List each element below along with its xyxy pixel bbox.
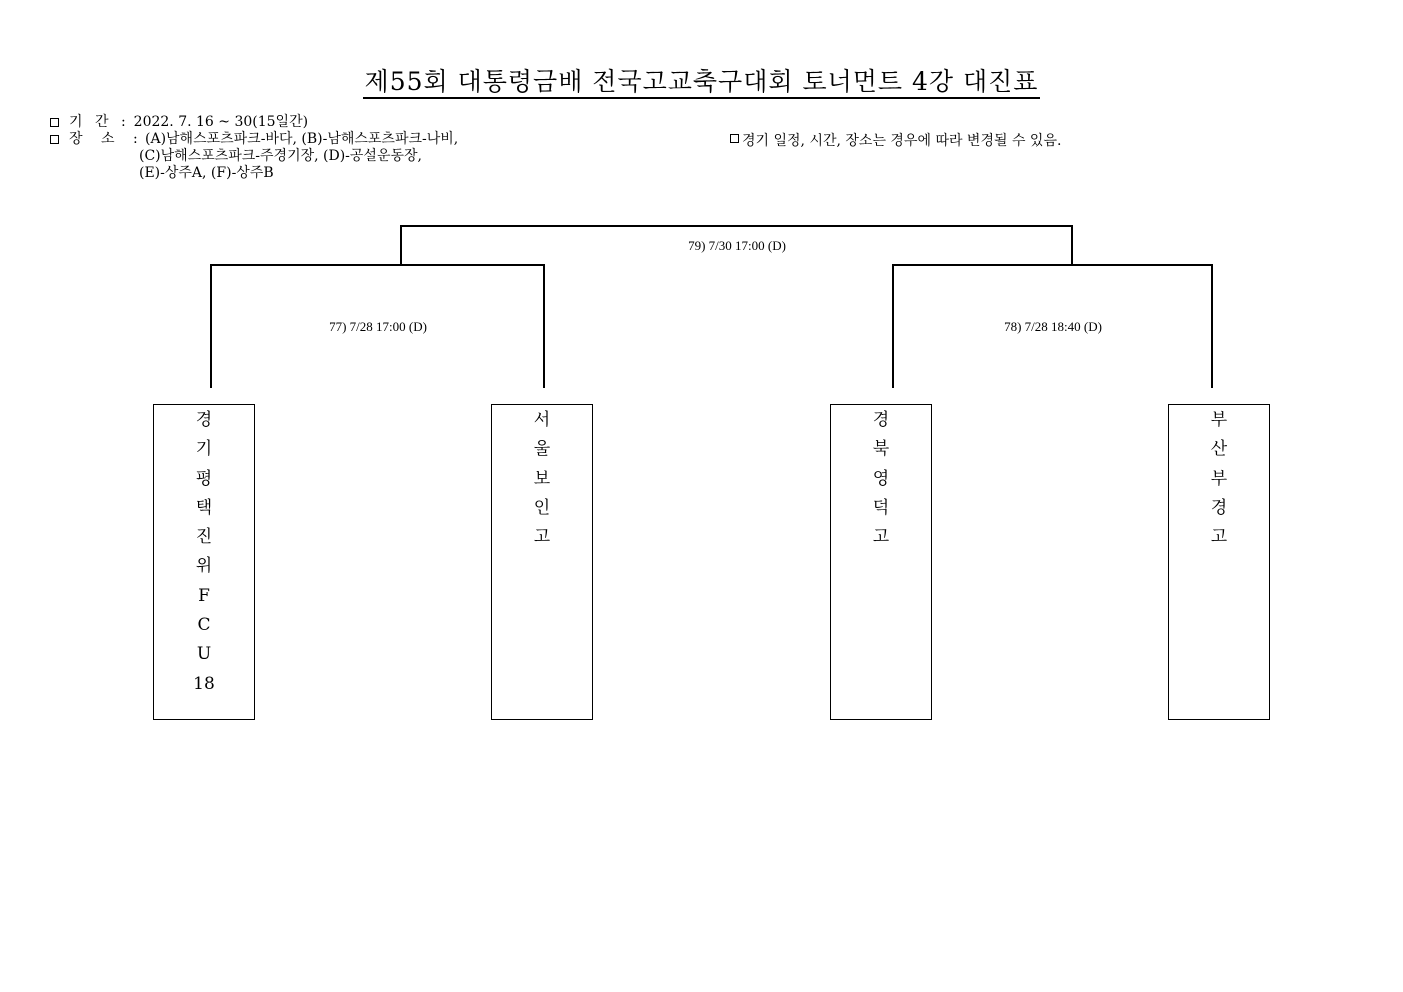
match-semi-left: 77) 7/28 17:00 (D): [329, 319, 427, 334]
team-char: 고: [533, 527, 551, 548]
team-char: 위: [195, 556, 213, 577]
semi-right-bar: [892, 264, 1213, 266]
venue-row: [48, 131, 458, 182]
team-char: 부: [1210, 468, 1228, 489]
semi-right-stem-2: [1211, 264, 1213, 388]
final-left-stem: [400, 225, 402, 265]
semi-right-stem-1: [892, 264, 894, 388]
checkbox-bullet-icon: [50, 118, 59, 127]
notice-text: 경기 일정, 시간, 장소는 경우에 따라 변경될 수 있음.: [742, 133, 1062, 149]
team-char: 진: [195, 527, 213, 548]
team-char: 경: [1210, 497, 1228, 518]
venue-line: (A)남해스포츠파크-바다, (B)-남해스포츠파크-나비,: [145, 131, 459, 147]
match-semi-right: 78) 7/28 18:40 (D): [1004, 319, 1102, 334]
team-char: F: [198, 585, 210, 606]
team-char: 평: [195, 468, 213, 489]
team-char: 경: [872, 410, 890, 430]
match-final: 79) 7/30 17:00 (D): [688, 238, 786, 253]
team-box: [1168, 404, 1270, 720]
semi-left-stem-1: [210, 264, 212, 388]
venue-line: (E)-상주A, (F)-상주B: [139, 165, 274, 181]
semi-left-bar: [210, 264, 545, 266]
team-char: 서: [533, 410, 551, 430]
team-char: 기: [195, 439, 213, 460]
checkbox-bullet-icon: [50, 135, 59, 144]
team-char: C: [197, 615, 211, 636]
team-box: [491, 404, 593, 720]
venue-list: [139, 131, 459, 182]
notice: [730, 130, 1061, 150]
team-char: 택: [195, 497, 213, 518]
team-char: 울: [533, 439, 551, 460]
team-char: 고: [1210, 527, 1228, 548]
venue-label: 장 소 :: [69, 131, 145, 147]
team-box: [830, 404, 932, 720]
venue-line: (C)남해스포츠파크-주경기장, (D)-공설운동장,: [139, 148, 422, 164]
page-title: 제55회 대통령금배 전국고교축구대회 토너먼트 4강 대진표: [0, 62, 1403, 98]
team-char: 고: [872, 527, 890, 548]
checkbox-bullet-icon: [730, 134, 739, 143]
team-char: 영: [872, 468, 890, 489]
team-char: 부: [1210, 410, 1228, 430]
team-char: U: [196, 644, 212, 665]
team-char: 북: [872, 439, 890, 460]
team-char: 인: [533, 497, 551, 518]
team-char: 18: [193, 673, 215, 694]
period-label: 기 간 :: [69, 114, 130, 130]
info-block: [48, 114, 458, 182]
team-box: [153, 404, 255, 720]
team-char: 산: [1210, 439, 1228, 460]
team-char: 경: [195, 410, 213, 430]
team-char: 덕: [872, 497, 890, 518]
final-bar: [400, 225, 1073, 227]
team-char: 보: [533, 468, 551, 489]
period-row: [48, 114, 458, 131]
period-value: 2022. 7. 16 ~ 30(15일간): [133, 114, 309, 130]
final-right-stem: [1071, 225, 1073, 265]
semi-left-stem-2: [543, 264, 545, 388]
